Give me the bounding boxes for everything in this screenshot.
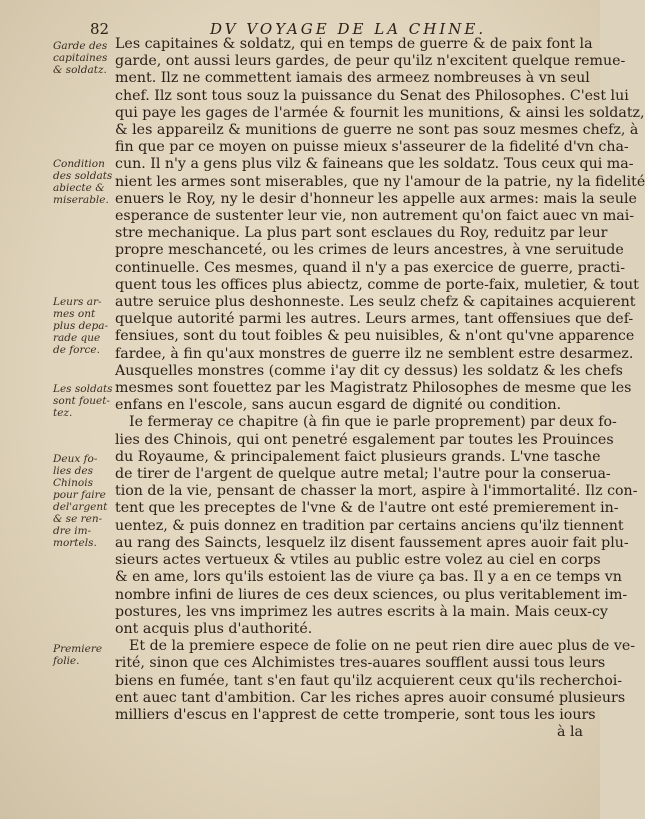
text-line: biens en fumée, tant s'en faut qu'ilz acquierent ceux qu'ils recherchoi- (115, 672, 623, 689)
text-line: fardee, à fin qu'aux monstres de guerre ilz ne semblent estre desarmez. (115, 345, 634, 362)
text-line: postures, les vns imprimez les autres escrits à la main. Mais ceux-cy (115, 603, 608, 620)
text-line: autre seruice plus deshonneste. Les seulz chefz & capitaines acquierent (115, 294, 636, 311)
text-line: mesmes sont fouettez par les Magistratz Philosophes de mesme que les (115, 380, 632, 397)
text-line: continuelle. Ces mesmes, quand il n'y a pas exercice de guerre, practi- (115, 259, 625, 276)
text-line: & en ame, lors qu'ils estoient las de viure ça bas. Il y a en ce temps vn (115, 569, 622, 586)
text-line: du Royaume, & principalement faict plusieurs grands. L'vne tasche (115, 448, 601, 465)
marginal-note-premiere-folie: Premiere folie. (53, 643, 103, 667)
text-line: milliers d'escus en l'apprest de cette tromperie, sont tous les iours (115, 706, 596, 723)
running-title: DV VOYAGE DE LA CHINE. (210, 20, 487, 38)
marginal-note-deux-folies: Deux fo- lies des Chinois pour faire del'argent & se ren- dre im- mortels. (53, 453, 108, 549)
text-line: Ausquelles monstres (comme i'ay dit cy dessus) les soldatz & les chefs (115, 362, 623, 379)
text-line: chef. Ilz sont tous souz la puissance du Senat des Philosophes. C'est lui (115, 87, 629, 104)
text-line: enfans en l'escole, sans aucun esgard de dignité ou condition. (115, 397, 562, 414)
catchword: à la (557, 724, 583, 741)
text-line: stre mechanique. La plus part sont esclaues du Roy, reduitz par leur (115, 225, 608, 242)
text-line: cun. Il n'y a gens plus vilz & faineans que les soldatz. Tous ceux qui ma- (115, 156, 634, 173)
paragraph-start: Ie fermeray ce chapitre (à fin que ie parle proprement) par deux fo- (129, 414, 617, 431)
text-line: propre meschanceté, ou les crimes de leurs ancestres, à vne seruitude (115, 242, 624, 259)
text-line: ent auec tant d'ambition. Car les riches apres auoir consumé plusieurs (115, 689, 626, 706)
text-line: au rang des Saincts, lesquelz ilz disent faussement apres auoir fait plu- (115, 534, 629, 551)
text-line: fensiues, sont du tout foibles & peu nuisibles, & n'ont qu'vne apparence (115, 328, 635, 345)
text-line: Les capitaines & soldatz, qui en temps de guerre & de paix font la (115, 36, 593, 52)
text-line: tent que les preceptes de l'vne & de l'autre ont esté premierement in- (115, 500, 619, 517)
text-line: qui paye les gages de l'armée & fournit les munitions, & ainsi les soldatz, (115, 104, 645, 121)
text-line: esperance de sustenter leur vie, non autrement qu'on faict auec vn mai- (115, 208, 635, 225)
text-line: rité, sinon que ces Alchimistes tres-auares soufflent aussi tous leurs (115, 655, 606, 672)
paragraph-start: Et de la premiere espece de folie on ne peut rien dire auec plus de ve- (129, 638, 636, 655)
marginal-note-condition: Condition des soldats abiecte & miserable. (53, 158, 113, 206)
marginal-note-soldats: Les soldats sont fouet- tez. (53, 383, 113, 419)
text-line: fin que par ce moyen on puisse mieux s'asseurer de la fidelité d'vn cha- (115, 139, 629, 156)
text-line: sieurs actes vertueux & vtiles au public estre volez au ciel en corps (115, 552, 601, 569)
text-line: uentez, & puis donnez en tradition par certains anciens qu'ilz tiennent (115, 517, 624, 534)
text-line: tion de la vie, pensant de chasser la mort, aspire à l'immortalité. Ilz con- (115, 483, 638, 500)
text-line: quelque autorité parmi les autres. Leurs armes, tant offensiues que def- (115, 311, 634, 328)
marginal-note-armes: Leurs ar- mes ont plus depa- rade que de force. (53, 296, 109, 356)
text-line: garde, ont aussi leurs gardes, de peur qu'ilz n'excitent quelque remue- (115, 53, 626, 70)
text-line: quent tous les offices plus abiectz, comme de porte-faix, muletier, & tout (115, 276, 639, 293)
text-line: nombre infini de liures de ces deux sciences, ou plus veritablement im- (115, 586, 628, 603)
text-line: de tirer de l'argent de quelque autre metal; l'autre pour la conserua- (115, 466, 611, 483)
marginal-note-garde: Garde des capitaines & soldatz. (53, 40, 108, 76)
text-line: & les appareilz & munitions de guerre ne sont pas souz mesmes chefz, à (115, 122, 639, 139)
text-line: enuers le Roy, ny le desir d'honneur les appelle aux armes: mais la seule (115, 190, 637, 207)
text-line: nient les armes sont miserables, que ny l'amour de la patrie, ny la fidelité (115, 173, 645, 190)
page-number: 82 (90, 20, 110, 38)
text-line: ont acquis plus d'authorité. (115, 620, 313, 637)
text-line: lies des Chinois, qui ont penetré esgalement par toutes les Prouinces (115, 431, 614, 448)
text-line: ment. Ilz ne commettent iamais des armeez nombreuses à vn seul (115, 70, 590, 87)
body-text (115, 36, 645, 741)
